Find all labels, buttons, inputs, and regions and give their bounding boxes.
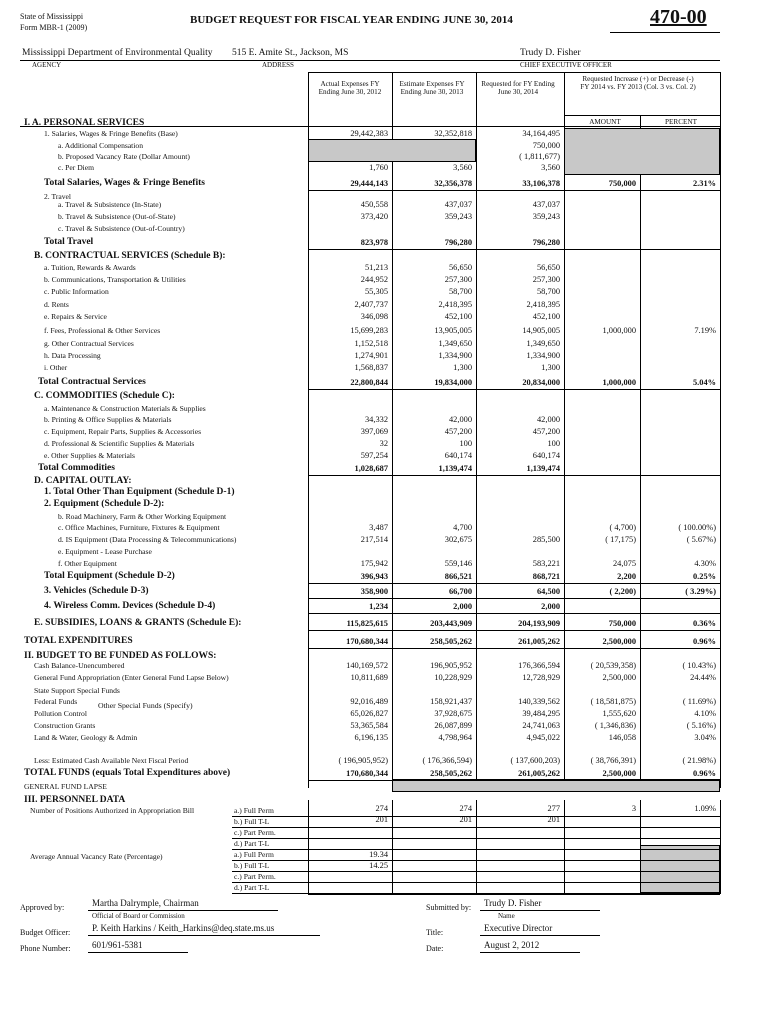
row-value: 359,243 xyxy=(532,212,560,221)
row-value: 158,921,437 xyxy=(430,697,472,706)
row-label: i. Other xyxy=(44,363,68,372)
row-value: 1,334,900 xyxy=(438,351,472,360)
row-value: 92,016,489 xyxy=(350,697,388,706)
row-label: D. CAPITAL OUTLAY: xyxy=(34,476,132,486)
row-value: 4,700 xyxy=(453,523,472,532)
row-value: 176,366,594 xyxy=(518,661,560,670)
row-value: 1,028,687 xyxy=(354,464,388,473)
row-value: 257,300 xyxy=(444,275,472,284)
row-value: 3,560 xyxy=(541,163,560,172)
pos-fp-2012: 274 xyxy=(375,804,388,813)
positions-label: Number of Positions Authorized in Appropriation Bill xyxy=(30,806,195,815)
row-label: Total Travel xyxy=(44,237,94,247)
pos-ftl-2013: 201 xyxy=(459,815,472,824)
budget-officer-name: P. Keith Harkins / Keith_Harkins@deq.state.ms.us xyxy=(92,923,275,933)
row-label: 1. Total Other Than Equipment (Schedule D-1) xyxy=(44,487,235,497)
pos-fp-2014: 277 xyxy=(547,804,560,813)
row-value: 597,254 xyxy=(360,451,388,460)
row-value: 24,075 xyxy=(612,559,636,568)
row-value: 1,555,620 xyxy=(602,709,636,718)
row-label: d. Professional & Scientific Supplies & Materials xyxy=(44,439,195,448)
row-label: c. Travel & Subsistence (Out-of-Country) xyxy=(58,224,185,233)
state-label: State of Mississippi xyxy=(20,12,84,21)
row-value: 302,675 xyxy=(444,535,472,544)
col-actual-2012: Actual Expenses FY Ending June 30, 2012 xyxy=(318,80,382,96)
shaded-cell xyxy=(564,128,720,175)
row-value: 750,000 xyxy=(532,141,560,150)
row-value: 100 xyxy=(459,439,472,448)
row-value: 452,100 xyxy=(532,312,560,321)
row-label: b. Communications, Transportation & Utilities xyxy=(44,275,186,284)
row-label: Total Commodities xyxy=(38,463,115,473)
row-value: 1,300 xyxy=(541,363,560,372)
row-value: 196,905,952 xyxy=(430,661,472,670)
row-value: 64,500 xyxy=(536,587,560,596)
personnel-subcategory: b.) Full T-L xyxy=(234,817,270,826)
row-value: 24.44% xyxy=(690,673,716,682)
row-value: 796,280 xyxy=(532,238,560,247)
row-value: 457,200 xyxy=(532,427,560,436)
row-value: ( 10.43%) xyxy=(682,661,716,670)
row-label: h. Data Processing xyxy=(44,351,101,360)
title-label: Title: xyxy=(426,928,444,937)
row-value: 1,152,518 xyxy=(354,339,388,348)
row-value: 58,700 xyxy=(448,287,472,296)
row-value: 24,741,063 xyxy=(522,721,560,730)
row-value: 346,098 xyxy=(360,312,388,321)
row-value: 56,650 xyxy=(536,263,560,272)
row-label: I. A. PERSONAL SERVICES xyxy=(24,118,145,128)
submitted-name: Trudy D. Fisher xyxy=(484,898,542,908)
row-value: 33,106,378 xyxy=(522,179,560,188)
row-value: 15,699,283 xyxy=(350,326,388,335)
col-increase-decrease: Requested Increase (+) or Decrease (-) FY 2014 vs. FY 2013 (Col. 3 vs. Col. 2) xyxy=(580,75,696,91)
approved-title: Official of Board or Commission xyxy=(92,912,185,920)
row-label: GENERAL FUND LAPSE xyxy=(24,782,107,791)
row-value: ( 137,600,203) xyxy=(510,756,560,765)
pos-fp-change: 3 xyxy=(631,804,636,813)
row-value: 146,058 xyxy=(608,733,636,742)
row-value: 7.19% xyxy=(694,326,716,335)
row-value: 2,418,395 xyxy=(526,300,560,309)
personnel-subcategory: a.) Full Perm xyxy=(234,806,274,815)
ceo-label: CHIEF EXECUTIVE OFFICER xyxy=(520,61,612,69)
shaded-cell xyxy=(640,845,720,893)
row-label: TOTAL FUNDS (equals Total Expenditures above) xyxy=(24,768,231,778)
row-value: 13,905,005 xyxy=(434,326,472,335)
row-value: 42,000 xyxy=(448,415,472,424)
row-value: 32,356,378 xyxy=(434,179,472,188)
row-label: e. Repairs & Service xyxy=(44,312,107,321)
row-value: 0.96% xyxy=(692,637,716,646)
row-value: 257,300 xyxy=(532,275,560,284)
row-label: f. Other Equipment xyxy=(58,559,117,568)
row-value: 1,000,000 xyxy=(602,378,636,387)
personnel-subcategory: c.) Part Perm. xyxy=(234,872,276,881)
row-value: 1,300 xyxy=(453,363,472,372)
row-value: 203,443,909 xyxy=(430,619,472,628)
row-value: 20,834,000 xyxy=(522,378,560,387)
agency-address: 515 E. Amite St., Jackson, MS xyxy=(232,48,349,58)
row-label: 3. Vehicles (Schedule D-3) xyxy=(44,586,149,596)
row-label: E. SUBSIDIES, LOANS & GRANTS (Schedule E): xyxy=(34,618,242,628)
row-label: General Fund Appropriation (Enter General Fund Lapse Below) xyxy=(34,673,229,682)
row-value: 34,164,495 xyxy=(522,129,560,138)
row-label: III. PERSONNEL DATA xyxy=(24,795,126,805)
row-value: 5.04% xyxy=(692,378,716,387)
row-label: d. IS Equipment (Data Processing & Telecommunications) xyxy=(58,535,237,544)
pos-ftl-2012: 201 xyxy=(375,815,388,824)
row-value: 1,234 xyxy=(369,602,388,611)
row-value: 750,000 xyxy=(608,179,636,188)
row-label: Cash Balance-Unencumbered xyxy=(34,661,125,670)
row-label: State Support Special Funds xyxy=(34,686,120,695)
row-label: B. CONTRACTUAL SERVICES (Schedule B): xyxy=(34,251,226,261)
vacancy-label: Average Annual Vacancy Rate (Percentage) xyxy=(30,852,163,861)
row-value: 359,243 xyxy=(444,212,472,221)
row-value: 0.36% xyxy=(692,619,716,628)
row-value: 1,000,000 xyxy=(602,326,636,335)
row-value: 397,069 xyxy=(360,427,388,436)
vac-ftl-2012: 14.25 xyxy=(369,861,388,870)
row-value: 29,444,143 xyxy=(350,179,388,188)
row-label: b. Road Machinery, Farm & Other Working Equipment xyxy=(58,512,227,521)
row-value: ( 4,700) xyxy=(609,523,636,532)
row-label: 1. Salaries, Wages & Fringe Benefits (Base) xyxy=(44,129,178,138)
row-value: 3.04% xyxy=(694,733,716,742)
row-value: 1,349,650 xyxy=(526,339,560,348)
vac-fp-2012: 19.34 xyxy=(369,850,388,859)
row-value: 868,721 xyxy=(532,572,560,581)
row-value: 796,280 xyxy=(444,238,472,247)
row-label: e. Other Supplies & Materials xyxy=(44,451,135,460)
row-value: 373,420 xyxy=(360,212,388,221)
row-value: 2.31% xyxy=(692,179,716,188)
row-value: ( 21.98%) xyxy=(682,756,716,765)
row-label: Construction Grants xyxy=(34,721,96,730)
row-value: ( 20,539,358) xyxy=(590,661,636,670)
row-value: 51,213 xyxy=(364,263,388,272)
row-label: d. Rents xyxy=(44,300,69,309)
row-value: ( 2,200) xyxy=(609,587,636,596)
row-label: Less: Estimated Cash Available Next Fiscal Period xyxy=(34,756,189,765)
row-value: 58,700 xyxy=(536,287,560,296)
row-value: 0.96% xyxy=(692,769,716,778)
row-label: Land & Water, Geology & Admin xyxy=(34,733,138,742)
row-value: 559,146 xyxy=(444,559,472,568)
budget-officer-label: Budget Officer: xyxy=(20,928,71,937)
row-value: 53,365,584 xyxy=(350,721,388,730)
row-value: ( 1,346,836) xyxy=(594,721,636,730)
row-value: 2,500,000 xyxy=(602,769,636,778)
row-value: 32 xyxy=(379,439,388,448)
row-value: 823,978 xyxy=(360,238,388,247)
row-value: 358,900 xyxy=(360,587,388,596)
row-value: 170,680,344 xyxy=(346,769,388,778)
row-value: 55,305 xyxy=(364,287,388,296)
col-amount: AMOUNT xyxy=(589,118,621,126)
row-value: 2,000 xyxy=(453,602,472,611)
row-label: b. Travel & Subsistence (Out-of-State) xyxy=(58,212,176,221)
date-label: Date: xyxy=(426,944,444,953)
date-value: August 2, 2012 xyxy=(484,940,540,950)
row-value: 14,905,005 xyxy=(522,326,560,335)
row-label: 4. Wireless Comm. Devices (Schedule D-4) xyxy=(44,601,216,611)
phone-number: 601/961-5381 xyxy=(92,940,143,950)
row-value: 866,521 xyxy=(444,572,472,581)
row-value: 396,943 xyxy=(360,572,388,581)
row-value: ( 5.67%) xyxy=(686,535,716,544)
row-value: 22,800,844 xyxy=(350,378,388,387)
col-requested-2014: Requested for FY Ending June 30, 2014 xyxy=(481,80,555,96)
row-value: 258,505,262 xyxy=(430,637,472,646)
row-value: 258,505,262 xyxy=(430,769,472,778)
row-value: 1,760 xyxy=(369,163,388,172)
row-value: ( 11.69%) xyxy=(682,697,716,706)
col-percent: PERCENT xyxy=(665,118,697,126)
personnel-subcategory: d.) Part T-L xyxy=(234,839,270,848)
row-value: 10,811,689 xyxy=(350,673,388,682)
personnel-subcategory: c.) Part Perm. xyxy=(234,828,276,837)
row-value: 4,945,022 xyxy=(526,733,560,742)
row-label: f. Fees, Professional & Other Services xyxy=(44,326,161,335)
row-value: 10,228,929 xyxy=(434,673,472,682)
row-value: 437,037 xyxy=(532,200,560,209)
row-value: ( 1,811,677) xyxy=(519,152,560,161)
row-label: c. Equipment, Repair Parts, Supplies & Accessories xyxy=(44,427,202,436)
row-value: 640,174 xyxy=(444,451,472,460)
row-value: 0.25% xyxy=(692,572,716,581)
row-value: 204,193,909 xyxy=(518,619,560,628)
row-value: 2,500,000 xyxy=(602,637,636,646)
row-value: 1,139,474 xyxy=(526,464,560,473)
row-value: ( 100.00%) xyxy=(678,523,716,532)
name-caption: Name xyxy=(498,912,515,920)
address-label: ADDRESS xyxy=(262,61,294,69)
row-label: Total Salaries, Wages & Fringe Benefits xyxy=(44,178,205,188)
pos-ftl-2014: 201 xyxy=(547,815,560,824)
form-label: Form MBR-1 (2009) xyxy=(20,23,88,32)
row-value: 56,650 xyxy=(448,263,472,272)
row-value: 65,026,827 xyxy=(350,709,388,718)
shaded-cell xyxy=(308,139,476,162)
row-value: 2,500,000 xyxy=(602,673,636,682)
row-label: TOTAL EXPENDITURES xyxy=(24,636,133,646)
row-value: 285,500 xyxy=(532,535,560,544)
row-value: 140,169,572 xyxy=(346,661,388,670)
approved-label: Approved by: xyxy=(20,903,65,912)
page-title: BUDGET REQUEST FOR FISCAL YEAR ENDING JUNE 30, 2014 xyxy=(190,14,513,26)
row-value: 583,221 xyxy=(532,559,560,568)
agency-label: AGENCY xyxy=(32,61,62,69)
row-value: 6,196,135 xyxy=(354,733,388,742)
row-label: II. BUDGET TO BE FUNDED AS FOLLOWS: xyxy=(24,651,217,661)
row-label: c. Public Information xyxy=(44,287,109,296)
row-value: ( 3.29%) xyxy=(685,587,716,596)
row-value: 39,484,295 xyxy=(522,709,560,718)
row-value: 1,334,900 xyxy=(526,351,560,360)
row-label: C. COMMODITIES (Schedule C): xyxy=(34,391,175,401)
row-value: 244,952 xyxy=(360,275,388,284)
row-value: 37,928,675 xyxy=(434,709,472,718)
row-label: g. Other Contractual Services xyxy=(44,339,134,348)
row-value: 750,000 xyxy=(608,619,636,628)
pos-fp-2013: 274 xyxy=(459,804,472,813)
other-special-funds-label: Other Special Funds (Specify) xyxy=(98,701,193,710)
row-value: 115,825,615 xyxy=(346,619,388,628)
row-value: ( 38,766,391) xyxy=(590,756,636,765)
row-label: c. Per Diem xyxy=(58,163,95,172)
row-value: 175,942 xyxy=(360,559,388,568)
row-value: 2,000 xyxy=(541,602,560,611)
row-value: 4.30% xyxy=(694,559,716,568)
approved-name: Martha Dalrymple, Chairman xyxy=(92,898,199,908)
row-value: 452,100 xyxy=(444,312,472,321)
form-number: 470-00 xyxy=(650,6,707,28)
row-value: ( 5.16%) xyxy=(686,721,716,730)
agency-name: Mississippi Department of Environmental Quality xyxy=(22,48,213,58)
row-label: Federal Funds xyxy=(34,697,78,706)
col-estimate-2013: Estimate Expenses FY Ending June 30, 2013 xyxy=(399,80,465,96)
row-label: a. Travel & Subsistence (In-State) xyxy=(58,200,162,209)
row-value: 217,514 xyxy=(360,535,388,544)
row-value: ( 18,581,875) xyxy=(590,697,636,706)
row-value: 140,339,562 xyxy=(518,697,560,706)
pos-fp-percent: 1.09% xyxy=(694,804,716,813)
row-label: e. Equipment - Lease Purchase xyxy=(58,547,152,556)
row-value: 26,087,899 xyxy=(434,721,472,730)
row-value: 2,200 xyxy=(617,572,636,581)
row-label: a. Additional Compensation xyxy=(58,141,143,150)
row-value: ( 176,366,594) xyxy=(422,756,472,765)
row-label: a. Tuition, Rewards & Awards xyxy=(44,263,136,272)
row-value: 12,728,929 xyxy=(522,673,560,682)
row-value: 3,560 xyxy=(453,163,472,172)
row-value: ( 196,905,952) xyxy=(338,756,388,765)
row-value: 4.10% xyxy=(694,709,716,718)
row-value: 32,352,818 xyxy=(434,129,472,138)
row-value: 3,487 xyxy=(369,523,388,532)
row-label: a. Maintenance & Construction Materials & Supplies xyxy=(44,404,206,413)
submitted-label: Submitted by: xyxy=(426,903,472,912)
row-label: Total Equipment (Schedule D-2) xyxy=(44,571,175,581)
ceo-name: Trudy D. Fisher xyxy=(520,48,581,58)
row-label: 2. Travel xyxy=(44,192,72,201)
row-label: c. Office Machines, Furniture, Fixtures & Equipment xyxy=(58,523,220,532)
row-value: 450,558 xyxy=(360,200,388,209)
row-value: 1,568,837 xyxy=(354,363,388,372)
row-value: 2,407,737 xyxy=(354,300,388,309)
row-value: 42,000 xyxy=(536,415,560,424)
row-value: 640,174 xyxy=(532,451,560,460)
row-value: 1,349,650 xyxy=(438,339,472,348)
row-value: 170,680,344 xyxy=(346,637,388,646)
row-value: 261,005,262 xyxy=(518,637,560,646)
row-value: 1,274,901 xyxy=(354,351,388,360)
row-label: Total Contractual Services xyxy=(38,377,146,387)
row-value: ( 17,175) xyxy=(605,535,636,544)
row-value: 19,834,000 xyxy=(434,378,472,387)
row-value: 457,200 xyxy=(444,427,472,436)
row-label: b. Proposed Vacancy Rate (Dollar Amount) xyxy=(58,152,190,161)
row-value: 100 xyxy=(547,439,560,448)
row-value: 34,332 xyxy=(364,415,388,424)
row-value: 4,798,964 xyxy=(438,733,472,742)
row-value: 261,005,262 xyxy=(518,769,560,778)
row-label: Pollution Control xyxy=(34,709,87,718)
row-label: 2. Equipment (Schedule D-2): xyxy=(44,499,165,509)
personnel-subcategory: d.) Part T-L xyxy=(234,883,270,892)
personnel-subcategory: b.) Full T-L xyxy=(234,861,270,870)
row-value: 1,139,474 xyxy=(438,464,472,473)
row-value: 437,037 xyxy=(444,200,472,209)
row-value: 29,442,383 xyxy=(350,129,388,138)
row-value: 66,700 xyxy=(448,587,472,596)
phone-label: Phone Number: xyxy=(20,944,71,953)
personnel-subcategory: a.) Full Perm xyxy=(234,850,274,859)
row-value: 2,418,395 xyxy=(438,300,472,309)
title-value: Executive Director xyxy=(484,923,553,933)
row-label: b. Printing & Office Supplies & Materials xyxy=(44,415,172,424)
